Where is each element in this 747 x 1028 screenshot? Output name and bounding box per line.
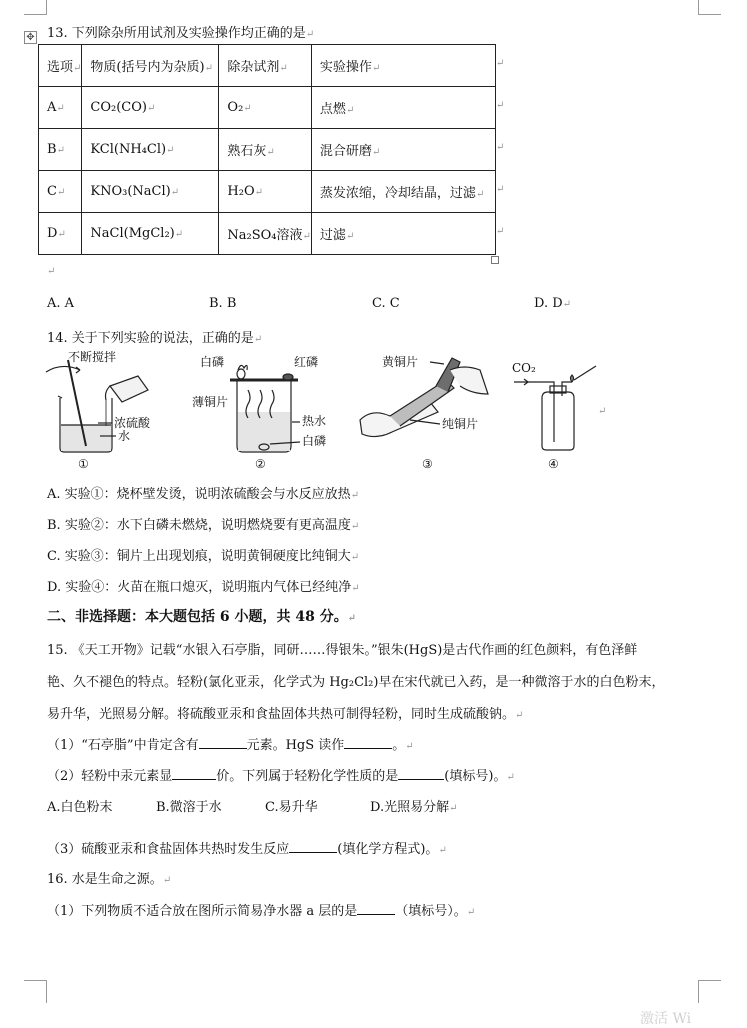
q14-option-d: D. 实验④：火苗在瓶口熄灭，说明瓶内气体已经纯净↵ xyxy=(47,580,360,595)
table-cell: NaCl(MgCl₂)↵ xyxy=(82,213,219,255)
table-cell: 过滤↵ xyxy=(311,213,495,255)
q16-sub1: （1）下列物质不适合放在图所示简易净水器 a 层的是 （填标号）。↵ xyxy=(47,904,476,919)
table-cell: KCl(NH₄Cl)↵ xyxy=(82,129,219,171)
table-cell: CO₂(CO)↵ xyxy=(82,87,219,129)
q13-choice-d: D. D↵ xyxy=(534,296,572,311)
fig4-number: ④ xyxy=(548,457,559,471)
fig2-label-white-p-top: 白磷 xyxy=(200,355,225,369)
fig2-number: ② xyxy=(255,457,266,471)
q16-stem: 16. 水是生命之源。↵ xyxy=(47,872,172,887)
table-cell: 蒸发浓缩，冷却结晶，过滤↵ xyxy=(311,171,495,213)
fig3-label-brass: 黄铜片 xyxy=(382,355,419,369)
answer-blank[interactable] xyxy=(199,736,247,749)
table-cell: 熟石灰↵ xyxy=(219,129,312,171)
answer-blank[interactable] xyxy=(398,767,444,780)
q15-choice-b: B.微溶于水 xyxy=(156,800,222,815)
q15-paragraph-line: 艳、久不褪色的特点。轻粉(氯化亚汞，化学式为 Hg₂Cl₂)早在宋代就已入药，是一种微溶于水的白色粉末， xyxy=(47,675,665,690)
table-row xyxy=(39,87,496,129)
q15-choice-a: A.白色粉末 xyxy=(47,800,113,815)
q14-option-c: C. 实验③：铜片上出现划痕，说明黄铜硬度比纯铜大↵ xyxy=(47,549,360,564)
table-cell: A↵ xyxy=(39,87,82,129)
q15-choice-d: D.光照易分解↵ xyxy=(370,800,458,815)
q14-stem: 14. 关于下列实验的说法，正确的是↵ xyxy=(47,331,263,346)
table-cell: C↵ xyxy=(39,171,82,213)
figure-4-gas-bottle xyxy=(512,361,596,471)
q13-stem: 13. 下列除杂所用试剂及实验操作均正确的是↵ xyxy=(47,26,315,41)
q15-sub3: （3）硫酸亚汞和食盐固体共热时发生反应 (填化学方程式)。↵ xyxy=(47,842,447,857)
table-header-cell: 实验操作↵ xyxy=(311,45,495,87)
answer-blank[interactable] xyxy=(357,902,395,915)
fig1-label-stir: 不断搅拌 xyxy=(68,350,117,364)
table-cell: H₂O↵ xyxy=(219,171,312,213)
answer-blank[interactable] xyxy=(289,840,337,853)
figure-2-combustion xyxy=(192,354,326,471)
q15-sub1: （1）“石亭脂”中肯定含有 元素。HgS 读作 。↵ xyxy=(47,738,414,753)
q15-paragraph-line: 15. 《天工开物》记载“水银入石亭脂，同研……得银朱。”银朱(HgS)是古代作画的红色颜料，有色泽鲜 xyxy=(47,643,638,658)
q13-choice-b: B. B xyxy=(209,296,237,311)
table-cell: 点燃↵ xyxy=(311,87,495,129)
figure-1-dilution xyxy=(46,350,151,471)
figure-3-scratch xyxy=(360,354,488,471)
empty-paragraph-mark: ↵ xyxy=(47,266,56,277)
answer-blank[interactable] xyxy=(172,767,216,780)
fig2-label-red-p: 红磷 xyxy=(294,355,319,369)
fig1-label-acid: 浓硫酸 xyxy=(114,416,151,430)
table-row xyxy=(39,171,496,213)
fig1-number: ① xyxy=(78,457,89,471)
table-cell: B↵ xyxy=(39,129,82,171)
row-end-mark: ↵ xyxy=(496,100,505,111)
q15-choice-c: C.易升华 xyxy=(265,800,318,815)
row-end-mark: ↵ xyxy=(496,142,505,153)
fig3-label-pure-copper: 纯铜片 xyxy=(442,417,479,431)
activation-watermark: 激活 Wi xyxy=(640,1011,692,1027)
q14-option-b: B. 实验②：水下白磷未燃烧，说明燃烧要有更高温度↵ xyxy=(47,518,360,533)
figure-paragraph-mark: ↵ xyxy=(598,406,607,417)
fig2-label-copper-sheet: 薄铜片 xyxy=(192,395,229,409)
fig2-label-hot-water: 热水 xyxy=(302,414,327,428)
table-cell: Na₂SO₄溶液↵ xyxy=(219,213,312,255)
fig4-label-co2: CO₂ xyxy=(512,361,536,375)
table-row xyxy=(39,129,496,171)
crop-mark-top-left xyxy=(24,0,47,15)
q14-experiment-figures xyxy=(40,350,620,476)
section-heading: 二、非选择题：本大题包括 6 小题，共 48 分。↵ xyxy=(47,609,357,625)
table-cell: 混合研磨↵ xyxy=(311,129,495,171)
table-cell: O₂↵ xyxy=(219,87,312,129)
q13-choice-a: A. A xyxy=(47,296,75,311)
crop-mark-top-right xyxy=(698,0,721,15)
fig3-number: ③ xyxy=(422,457,433,471)
table-header-row xyxy=(39,45,496,87)
row-end-mark: ↵ xyxy=(496,58,505,69)
table-row xyxy=(39,213,496,255)
table-cell: D↵ xyxy=(39,213,82,255)
row-end-mark: ↵ xyxy=(496,184,505,195)
row-end-mark: ↵ xyxy=(496,226,505,237)
crop-mark-bottom-left xyxy=(24,980,47,1003)
table-header-cell: 除杂试剂↵ xyxy=(219,45,312,87)
answer-blank[interactable] xyxy=(344,736,392,749)
table-move-handle-icon[interactable]: ✥ xyxy=(24,31,37,44)
q15-paragraph-line: 易升华，光照易分解。将硫酸亚汞和食盐固体共热可制得轻粉，同时生成硫酸钠。↵ xyxy=(47,707,524,722)
q14-option-a: A. 实验①：烧杯壁发烫，说明浓硫酸会与水反应放热↵ xyxy=(47,487,360,502)
table-header-cell: 选项↵ xyxy=(39,45,82,87)
table-resize-handle[interactable] xyxy=(491,256,499,264)
crop-mark-bottom-right xyxy=(698,980,721,1003)
table-header-cell: 物质(括号内为杂质)↵ xyxy=(82,45,219,87)
q15-sub2: （2）轻粉中汞元素显 价。下列属于轻粉化学性质的是 (填标号)。↵ xyxy=(47,769,515,784)
q13-options-table xyxy=(38,44,496,255)
fig1-label-water: 水 xyxy=(118,429,131,443)
table-cell: KNO₃(NaCl)↵ xyxy=(82,171,219,213)
q13-choice-c: C. C xyxy=(372,296,400,311)
fig2-label-white-p-bottom: 白磷 xyxy=(302,434,327,448)
